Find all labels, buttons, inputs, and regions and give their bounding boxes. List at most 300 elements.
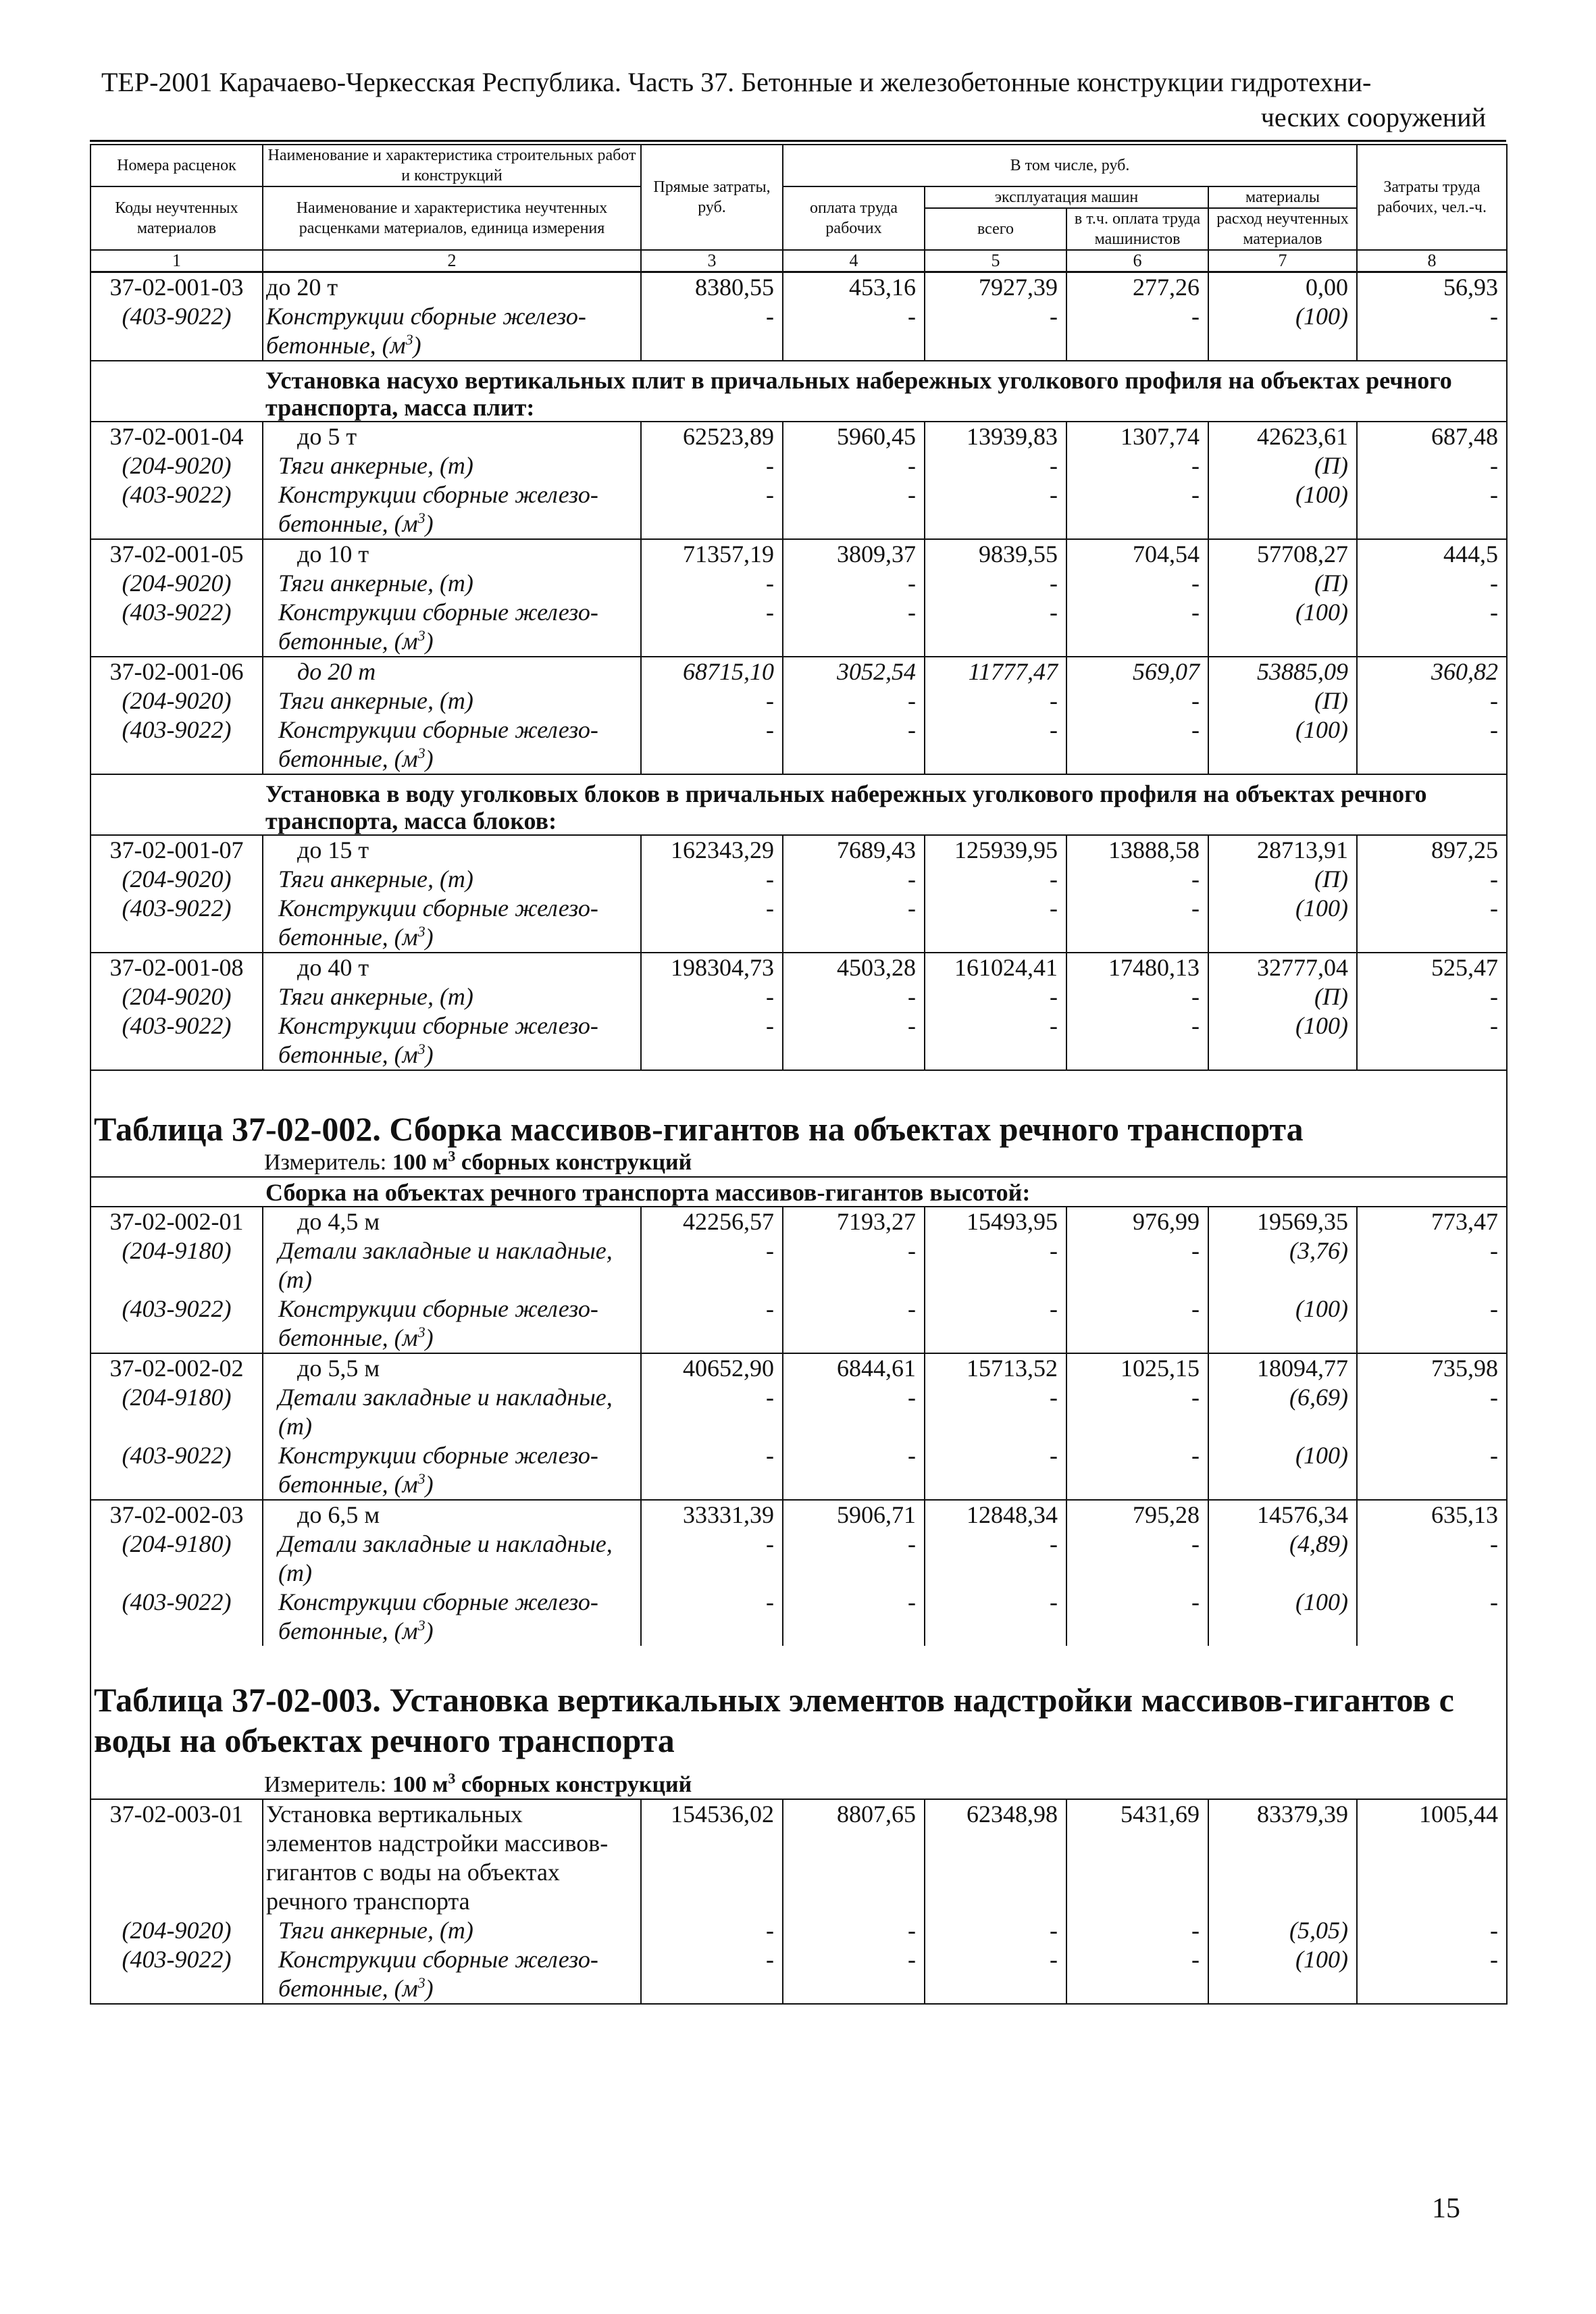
rate-name: Установка вертикальных элементов надстройки массивов-гигантов с воды на объектах речного транспорта [263, 1799, 641, 1916]
dash: - [925, 1530, 1066, 1588]
table-title: Таблица 37-02-002. Сборка массивов-гигантов на объектах речного транспорта [91, 1070, 1507, 1149]
dash: - [925, 865, 1066, 894]
material-name: Тяги анкерные, (т) [263, 865, 641, 894]
worker-pay: 6844,61 [783, 1353, 925, 1383]
material-usage: (100) [1208, 598, 1357, 657]
worker-pay: 7689,43 [783, 835, 925, 865]
dash: - [641, 302, 783, 361]
dash: - [1066, 865, 1208, 894]
material-usage: (100) [1208, 894, 1357, 953]
dash: - [641, 1588, 783, 1646]
direct-costs: 42256,57 [641, 1207, 783, 1236]
dash: - [641, 1011, 783, 1070]
labor-hours: 635,13 [1357, 1500, 1507, 1530]
material-row [91, 1383, 1507, 1441]
dash: - [783, 302, 925, 361]
worker-pay: 3809,37 [783, 539, 925, 569]
table-title-row [91, 1070, 1507, 1149]
page-number: 15 [1432, 2193, 1460, 2224]
dash: - [1357, 598, 1507, 657]
dash: - [1066, 1916, 1208, 1945]
direct-costs: 40652,90 [641, 1353, 783, 1383]
materials: 14576,34 [1208, 1500, 1357, 1530]
rate-code: 37-02-002-03 [91, 1500, 263, 1530]
dash: - [1357, 1236, 1507, 1294]
rate-name: до 6,5 м [263, 1500, 641, 1530]
material-code: (204-9180) [91, 1236, 263, 1294]
machine-total: 11777,47 [925, 657, 1066, 686]
dash: - [641, 982, 783, 1011]
rate-name: до 10 т [263, 539, 641, 569]
rate-code: 37-02-001-08 [91, 953, 263, 982]
material-name: Тяги анкерные, (т) [263, 569, 641, 598]
rate-name: до 20 т [263, 272, 641, 303]
table-row [91, 539, 1507, 569]
dash: - [1357, 1011, 1507, 1070]
material-usage: (П) [1208, 569, 1357, 598]
dash: - [1066, 1383, 1208, 1441]
material-row [91, 686, 1507, 715]
section-heading: Сборка на объектах речного транспорта массивов-гигантов высотой: [263, 1177, 1507, 1207]
dash: - [925, 451, 1066, 480]
dash: - [925, 982, 1066, 1011]
dash: - [641, 1916, 783, 1945]
labor-hours: 525,47 [1357, 953, 1507, 982]
material-name: Тяги анкерные, (т) [263, 982, 641, 1011]
material-row [91, 894, 1507, 953]
col-header-material-codes: Коды неучтенных материалов [91, 186, 263, 250]
dash: - [783, 1294, 925, 1353]
measure-unit: Измеритель: 100 $м^3$ сборных конструкций [91, 1761, 1507, 1799]
material-row [91, 1294, 1507, 1353]
dash: - [925, 569, 1066, 598]
table-row [91, 1353, 1507, 1383]
material-name: Детали закладные и накладные, (т) [263, 1530, 641, 1588]
dash: - [1357, 982, 1507, 1011]
dash: - [925, 1916, 1066, 1945]
dash: - [1066, 302, 1208, 361]
operator-pay: 5431,69 [1066, 1799, 1208, 1916]
rate-code: 37-02-002-02 [91, 1353, 263, 1383]
dash: - [783, 894, 925, 953]
material-name: Тяги анкерные, (т) [263, 451, 641, 480]
material-row [91, 1916, 1507, 1945]
dash: - [783, 715, 925, 774]
dash: - [783, 1011, 925, 1070]
col-number: 8 [1357, 250, 1507, 272]
operator-pay: 976,99 [1066, 1207, 1208, 1236]
dash: - [641, 1294, 783, 1353]
rate-code: 37-02-002-01 [91, 1207, 263, 1236]
section-heading-row [91, 774, 1507, 835]
rate-code: 37-02-001-03 [91, 272, 263, 303]
rate-code: 37-02-003-01 [91, 1799, 263, 1916]
section-heading: Установка насухо вертикальных плит в причальных набережных уголкового профиля на объектах речного транспорта, масса плит: [263, 361, 1507, 422]
material-usage: (100) [1208, 1441, 1357, 1500]
material-row [91, 1011, 1507, 1070]
table-header [91, 145, 1507, 272]
dash: - [1066, 598, 1208, 657]
dash: - [641, 686, 783, 715]
material-code: (403-9022) [91, 480, 263, 539]
measure-row [91, 1149, 1507, 1177]
material-name: Конструкции сборные железо-бетонные, $(м^3)$ [263, 1011, 641, 1070]
material-code: (403-9022) [91, 1011, 263, 1070]
material-code: (204-9180) [91, 1383, 263, 1441]
materials: 0,00 [1208, 272, 1357, 303]
dash: - [925, 715, 1066, 774]
material-row [91, 598, 1507, 657]
labor-hours: 360,82 [1357, 657, 1507, 686]
machine-total: 9839,55 [925, 539, 1066, 569]
dash: - [925, 1011, 1066, 1070]
dash: - [1066, 1530, 1208, 1588]
page-title-line-2: ческих сооружений [1260, 102, 1486, 132]
labor-hours: 897,25 [1357, 835, 1507, 865]
dash: - [1357, 1588, 1507, 1646]
material-row [91, 1441, 1507, 1500]
materials: 42623,61 [1208, 422, 1357, 451]
table-row [91, 835, 1507, 865]
operator-pay: 1307,74 [1066, 422, 1208, 451]
dash: - [641, 1236, 783, 1294]
material-row [91, 1588, 1507, 1646]
rate-name: до 15 т [263, 835, 641, 865]
material-row [91, 1236, 1507, 1294]
dash: - [1357, 1383, 1507, 1441]
material-usage: (3,76) [1208, 1236, 1357, 1294]
measure-row [91, 1761, 1507, 1799]
table-row [91, 953, 1507, 982]
material-name: Конструкции сборные железо-бетонные, $(м^3)$ [263, 715, 641, 774]
dash: - [1357, 715, 1507, 774]
rate-code: 37-02-001-06 [91, 657, 263, 686]
dash: - [783, 686, 925, 715]
material-code: (403-9022) [91, 1945, 263, 2004]
dash: - [641, 569, 783, 598]
material-name: Конструкции сборные железо-бетонные, $(м^3)$ [263, 1945, 641, 2004]
worker-pay: 8807,65 [783, 1799, 925, 1916]
material-row [91, 1945, 1507, 2004]
machine-total: 161024,41 [925, 953, 1066, 982]
material-name: Конструкции сборные железо-бетонные, $(м^3)$ [263, 480, 641, 539]
dash: - [641, 1383, 783, 1441]
material-name: Тяги анкерные, (т) [263, 1916, 641, 1945]
col-number: 6 [1066, 250, 1208, 272]
material-code: (204-9020) [91, 865, 263, 894]
machine-total: 13939,83 [925, 422, 1066, 451]
dash: - [925, 1441, 1066, 1500]
direct-costs: 8380,55 [641, 272, 783, 303]
dash: - [641, 451, 783, 480]
material-usage: (100) [1208, 1294, 1357, 1353]
col-header-material-name: Наименование и характеристика неучтенных расценками материалов, единица измерения [263, 186, 641, 250]
labor-hours: 687,48 [1357, 422, 1507, 451]
dash: - [641, 1945, 783, 2004]
material-code: (204-9020) [91, 982, 263, 1011]
page-title [101, 65, 1486, 135]
material-name: Конструкции сборные железо-бетонные, $(м^3)$ [263, 598, 641, 657]
dash: - [1357, 865, 1507, 894]
materials: 32777,04 [1208, 953, 1357, 982]
rate-code: 37-02-001-05 [91, 539, 263, 569]
direct-costs: 162343,29 [641, 835, 783, 865]
dash: - [783, 569, 925, 598]
dash: - [925, 480, 1066, 539]
materials: 53885,09 [1208, 657, 1357, 686]
dash: - [925, 686, 1066, 715]
dash: - [641, 480, 783, 539]
dash: - [783, 1236, 925, 1294]
dash: - [783, 598, 925, 657]
material-usage: (П) [1208, 865, 1357, 894]
material-row [91, 865, 1507, 894]
material-code: (403-9022) [91, 302, 263, 361]
material-code: (403-9022) [91, 598, 263, 657]
material-name: Детали закладные и накладные, (т) [263, 1236, 641, 1294]
dash: - [1357, 302, 1507, 361]
dash: - [925, 1294, 1066, 1353]
table-row [91, 1207, 1507, 1236]
worker-pay: 5960,45 [783, 422, 925, 451]
material-name: Конструкции сборные железо-бетонные, $(м^3)$ [263, 1294, 641, 1353]
rate-name: до 5 т [263, 422, 641, 451]
worker-pay: 7193,27 [783, 1207, 925, 1236]
dash: - [1066, 451, 1208, 480]
dash: - [1357, 1530, 1507, 1588]
direct-costs: 154536,02 [641, 1799, 783, 1916]
operator-pay: 17480,13 [1066, 953, 1208, 982]
dash: - [1357, 569, 1507, 598]
dash: - [1357, 894, 1507, 953]
dash: - [783, 1383, 925, 1441]
dash: - [925, 1945, 1066, 2004]
material-code: (403-9022) [91, 1588, 263, 1646]
dash: - [1066, 982, 1208, 1011]
dash: - [641, 1441, 783, 1500]
table-row [91, 1500, 1507, 1530]
col-number: 5 [925, 250, 1066, 272]
dash: - [783, 1588, 925, 1646]
dash: - [1357, 1441, 1507, 1500]
operator-pay: 13888,58 [1066, 835, 1208, 865]
col-header-including: В том числе, руб. [783, 145, 1357, 186]
material-row [91, 715, 1507, 774]
dash: - [925, 598, 1066, 657]
material-row [91, 480, 1507, 539]
labor-hours: 56,93 [1357, 272, 1507, 303]
labor-hours: 1005,44 [1357, 1799, 1507, 1916]
worker-pay: 3052,54 [783, 657, 925, 686]
dash: - [1357, 480, 1507, 539]
dash: - [641, 598, 783, 657]
labor-hours: 773,47 [1357, 1207, 1507, 1236]
section-heading: Установка в воду уголковых блоков в причальных набережных уголкового профиля на объектах речного транспорта, масса блоков: [263, 774, 1507, 835]
material-usage: (П) [1208, 686, 1357, 715]
page-title-line-1: ТЕР-2001 Карачаево-Черкесская Республика. Часть 37. Бетонные и железобетонные конструкции гидротехни- [101, 67, 1372, 97]
dash: - [783, 480, 925, 539]
dash: - [783, 865, 925, 894]
operator-pay: 704,54 [1066, 539, 1208, 569]
material-name: Конструкции сборные железо-бетонные, $(м^3)$ [263, 1441, 641, 1500]
material-usage: (6,69) [1208, 1383, 1357, 1441]
direct-costs: 71357,19 [641, 539, 783, 569]
machine-total: 62348,98 [925, 1799, 1066, 1916]
col-number: 2 [263, 250, 641, 272]
dash: - [925, 1236, 1066, 1294]
dash: - [783, 1441, 925, 1500]
col-header-machine-operation: эксплуатация машин [925, 186, 1208, 208]
dash: - [1066, 686, 1208, 715]
machine-total: 15493,95 [925, 1207, 1066, 1236]
material-name: Конструкции сборные железо-бетонные, $(м^3)$ [263, 894, 641, 953]
worker-pay: 5906,71 [783, 1500, 925, 1530]
section-heading-row [91, 361, 1507, 422]
material-row [91, 569, 1507, 598]
materials: 83379,39 [1208, 1799, 1357, 1916]
dash: - [1066, 1236, 1208, 1294]
materials: 19569,35 [1208, 1207, 1357, 1236]
material-usage: (100) [1208, 1011, 1357, 1070]
col-number: 7 [1208, 250, 1357, 272]
col-header-work-name: Наименование и характеристика строительных работ и конструкций [263, 145, 641, 186]
dash: - [1066, 1294, 1208, 1353]
direct-costs: 68715,10 [641, 657, 783, 686]
material-code: (204-9020) [91, 451, 263, 480]
dash: - [1066, 1441, 1208, 1500]
material-usage: (4,89) [1208, 1530, 1357, 1588]
rates-table [90, 144, 1508, 2005]
direct-costs: 62523,89 [641, 422, 783, 451]
material-usage: (100) [1208, 302, 1357, 361]
col-header-operator-pay: в т.ч. оплата труда машинистов [1066, 208, 1208, 250]
machine-total: 15713,52 [925, 1353, 1066, 1383]
operator-pay: 277,26 [1066, 272, 1208, 303]
section-heading-row [91, 1177, 1507, 1207]
col-header-rate-numbers: Номера расценок [91, 145, 263, 186]
material-row [91, 302, 1507, 361]
dash: - [1066, 480, 1208, 539]
operator-pay: 569,07 [1066, 657, 1208, 686]
dash: - [1357, 451, 1507, 480]
material-code: (403-9022) [91, 715, 263, 774]
rate-code: 37-02-001-07 [91, 835, 263, 865]
dash: - [783, 982, 925, 1011]
material-code: (204-9020) [91, 686, 263, 715]
dash: - [1066, 715, 1208, 774]
materials: 57708,27 [1208, 539, 1357, 569]
dash: - [1357, 1945, 1507, 2004]
material-usage: (100) [1208, 715, 1357, 774]
worker-pay: 453,16 [783, 272, 925, 303]
measure-unit: Измеритель: 100 $м^3$ сборных конструкций [91, 1149, 1507, 1177]
operator-pay: 795,28 [1066, 1500, 1208, 1530]
col-number: 1 [91, 250, 263, 272]
col-header-machine-total: всего [925, 208, 1066, 250]
rate-name: до 20 т [263, 657, 641, 686]
col-number: 3 [641, 250, 783, 272]
table-row [91, 1799, 1507, 1916]
dash: - [641, 894, 783, 953]
worker-pay: 4503,28 [783, 953, 925, 982]
rate-name: до 4,5 м [263, 1207, 641, 1236]
dash: - [783, 1945, 925, 2004]
dash: - [925, 1383, 1066, 1441]
col-header-labor-hours: Затраты труда рабочих, чел.-ч. [1357, 145, 1507, 250]
material-name: Тяги анкерные, (т) [263, 686, 641, 715]
operator-pay: 1025,15 [1066, 1353, 1208, 1383]
material-row [91, 451, 1507, 480]
materials: 28713,91 [1208, 835, 1357, 865]
column-numbers-row [91, 250, 1507, 272]
dash: - [1066, 1011, 1208, 1070]
material-usage: (100) [1208, 480, 1357, 539]
material-name: Конструкции сборные железо-бетонные, $(м^3)$ [263, 1588, 641, 1646]
rate-code: 37-02-001-04 [91, 422, 263, 451]
material-row [91, 982, 1507, 1011]
material-code: (204-9020) [91, 569, 263, 598]
dash: - [925, 894, 1066, 953]
material-usage: (100) [1208, 1588, 1357, 1646]
table-row [91, 422, 1507, 451]
col-number: 4 [783, 250, 925, 272]
dash: - [783, 451, 925, 480]
title-rule [90, 140, 1506, 142]
material-code: (403-9022) [91, 1294, 263, 1353]
material-usage: (100) [1208, 1945, 1357, 2004]
labor-hours: 444,5 [1357, 539, 1507, 569]
materials: 18094,77 [1208, 1353, 1357, 1383]
dash: - [1357, 1294, 1507, 1353]
dash: - [641, 715, 783, 774]
material-name: Конструкции сборные железо-бетонные, $(м^3)$ [263, 302, 641, 361]
material-row [91, 1530, 1507, 1588]
rate-name: до 40 т [263, 953, 641, 982]
material-usage: (5,05) [1208, 1916, 1357, 1945]
machine-total: 125939,95 [925, 835, 1066, 865]
material-usage: (П) [1208, 451, 1357, 480]
table-row [91, 657, 1507, 686]
dash: - [1066, 1945, 1208, 2004]
table-row [91, 272, 1507, 303]
col-header-direct-costs: Прямые затраты, руб. [641, 145, 783, 250]
material-code: (403-9022) [91, 1441, 263, 1500]
dash: - [1066, 569, 1208, 598]
table-title: Таблица 37-02-003. Установка вертикальных элементов надстройки массивов-гигантов с воды на объектах речного транспорта [91, 1646, 1507, 1761]
col-header-material-usage: расход неучтенных материалов [1208, 208, 1357, 250]
machine-total: 12848,34 [925, 1500, 1066, 1530]
col-header-worker-pay: оплата труда рабочих [783, 186, 925, 250]
table-title-row [91, 1646, 1507, 1761]
rate-name: до 5,5 м [263, 1353, 641, 1383]
dash: - [641, 1530, 783, 1588]
dash: - [1357, 1916, 1507, 1945]
material-code: (403-9022) [91, 894, 263, 953]
material-usage: (П) [1208, 982, 1357, 1011]
dash: - [641, 865, 783, 894]
direct-costs: 198304,73 [641, 953, 783, 982]
labor-hours: 735,98 [1357, 1353, 1507, 1383]
dash: - [1066, 1588, 1208, 1646]
dash: - [783, 1530, 925, 1588]
dash: - [1066, 894, 1208, 953]
dash: - [783, 1916, 925, 1945]
dash: - [925, 302, 1066, 361]
material-code: (204-9020) [91, 1916, 263, 1945]
material-code: (204-9180) [91, 1530, 263, 1588]
col-header-materials: материалы [1208, 186, 1357, 208]
direct-costs: 33331,39 [641, 1500, 783, 1530]
